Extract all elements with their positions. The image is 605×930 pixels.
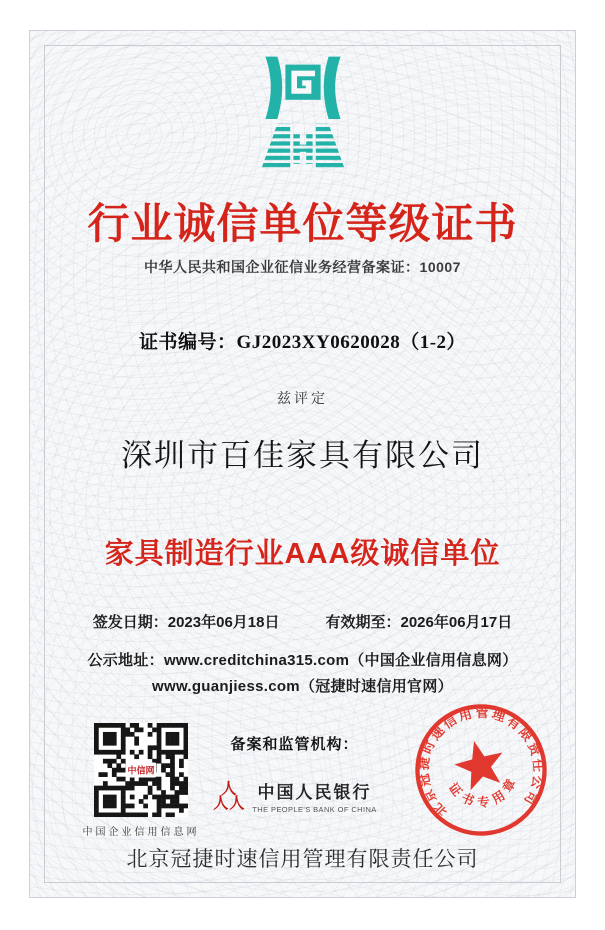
pboc-logo [212,778,376,814]
valid-until: 有效期至：2026年06月17日 [325,614,513,631]
regulator-label: 备案和监管机构： [230,736,359,753]
bank-name-en: THE PEOPLE'S BANK OF CHINA [252,805,377,814]
svg-text:人: 人 [228,795,244,812]
page-title: 行业诚信单位等级证书 [87,200,518,247]
svg-text:人: 人 [220,780,236,798]
regulator-block [212,733,376,814]
qr-caption: 中国企业信用信息网 [82,827,200,838]
company-seal [396,685,565,854]
bank-emblem-icon [212,779,244,813]
grade-title: 家具制造行业AAA级诚信单位 [104,538,501,570]
qr-center-label: 中信网 [125,763,156,778]
publicity-line1: 公示地址：www.creditchina315.com（中国企业信用信息网） [87,652,518,669]
company-name: 深圳市百佳家具有限公司 [121,438,484,473]
date-row [30,611,575,632]
publicity-line2: www.guanjiess.com（冠捷时速信用官网） [152,678,453,695]
issuer-name: 北京冠捷时速信用管理有限责任公司 [126,848,479,871]
issue-date: 签发日期：2023年06月18日 [92,614,280,631]
certificate-page [29,30,576,898]
registration-subtitle: 中华人民共和国企业征信业务经营备案证：10007 [144,259,461,275]
assess-intro: 兹评定 [277,390,328,406]
svg-text:证书专用章 [445,774,521,814]
seal-subtitle-text: 证书专用章 [445,776,519,810]
certificate-number: 证书编号：GJ2023XY0620028（1-2） [138,332,467,353]
brand-logo-icon [215,55,391,175]
seal-company-text: 北京冠捷时速信用管理有限责任公司 [415,704,547,820]
svg-text:人: 人 [212,795,228,812]
qr-block [82,723,200,838]
bank-name-cn: 中国人民银行 [257,783,372,802]
